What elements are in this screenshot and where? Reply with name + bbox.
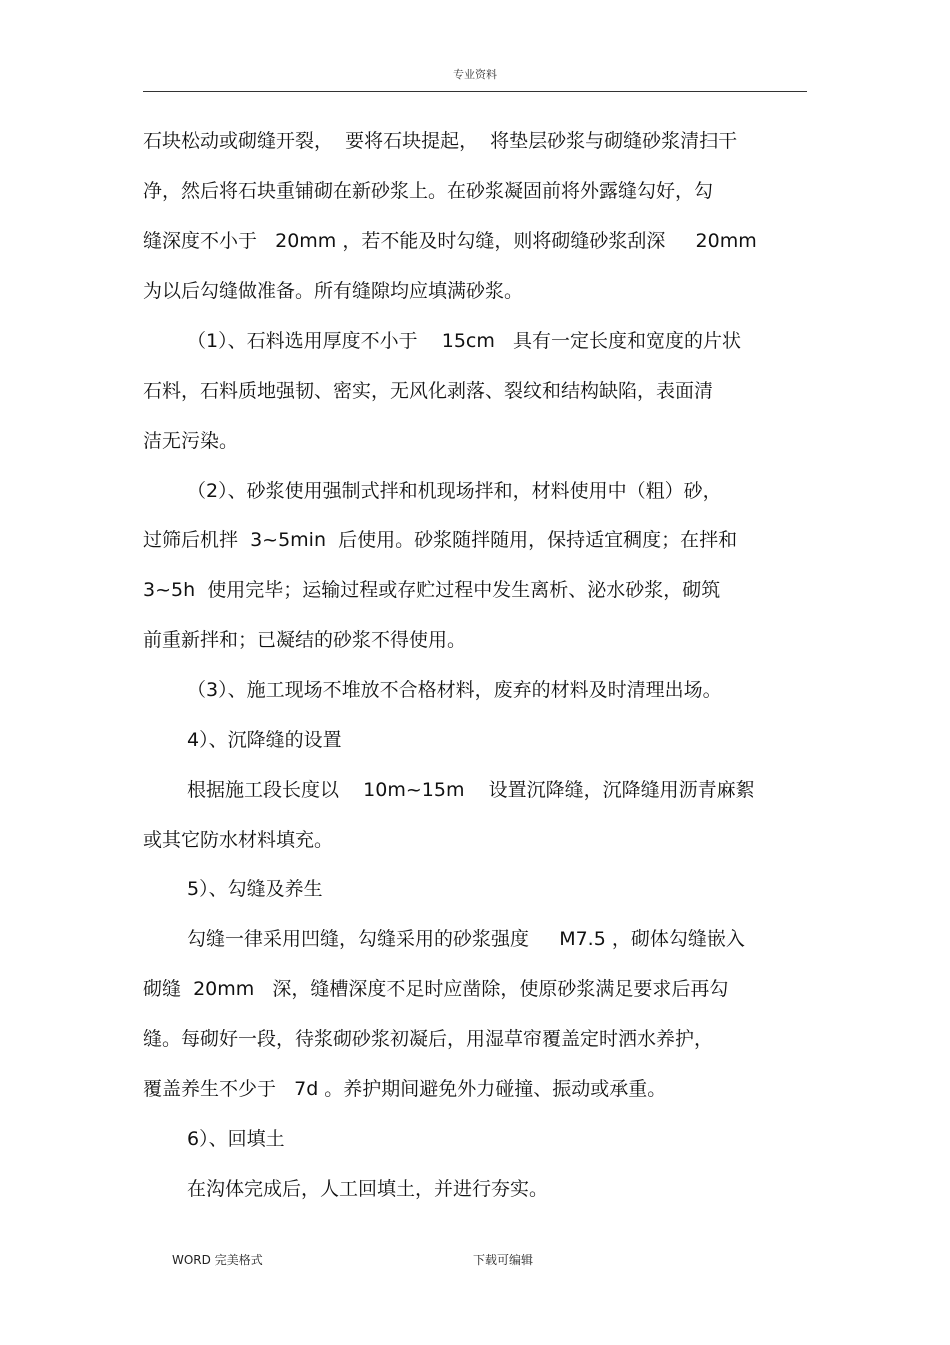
body-line: 前重新拌和；已凝结的砂浆不得使用。 [143,629,467,651]
header-title: 专业资料 [453,68,497,81]
body-line: （3）、施工现场不堆放不合格材料，废弃的材料及时清理出场。 [187,679,722,701]
header-divider [143,91,807,92]
body-line: 3~5h 使用完毕；运输过程或存贮过程中发生离析、泌水砂浆，砌筑 [143,579,721,601]
body-line: 根据施工段长度以 10m~15m 设置沉降缝，沉降缝用沥青麻絮 [187,779,755,801]
body-line: （1）、石料选用厚度不小于 15cm 具有一定长度和宽度的片状 [187,330,741,352]
body-line: 覆盖养生不少于 7d 。养护期间避免外力碰撞、振动或承重。 [143,1078,667,1100]
body-line: 勾缝一律采用凹缝，勾缝采用的砂浆强度 M7.5 ，砌体勾缝嵌入 [187,928,745,950]
body-line: 石料，石料质地强韧、密实，无风化剥落、裂纹和结构缺陷，表面清 [143,380,714,402]
section-heading: 5）、勾缝及养生 [187,878,323,900]
body-line: 为以后勾缝做准备。所有缝隙均应填满砂浆。 [143,280,524,302]
section-heading: 6）、回填土 [187,1128,285,1150]
body-line: 砌缝 20mm 深，缝槽深度不足时应凿除，使原砂浆满足要求后再勾 [143,978,729,1000]
section-heading: 4）、沉降缝的设置 [187,729,342,751]
body-line: 或其它防水材料填充。 [143,829,334,851]
body-line: 石块松动或砌缝开裂， 要将石块提起， 将垫层砂浆与砌缝砂浆清扫干 [143,130,738,152]
body-line: 洁无污染。 [143,430,239,452]
footer-left-text: WORD 完美格式 [172,1253,263,1267]
body-line: 过筛后机拌 3~5min 后使用。砂浆随拌随用，保持适宜稠度；在拌和 [143,529,738,551]
body-line: 缝。每砌好一段，待浆砌砂浆初凝后，用湿草帘覆盖定时洒水养护， [143,1028,714,1050]
body-line: 在沟体完成后，人工回填土，并进行夯实。 [187,1178,549,1200]
body-line: 净，然后将石块重铺砌在新砂浆上。在砂浆凝固前将外露缝勾好，勾 [143,180,714,202]
body-line: 缝深度不小于 20mm ，若不能及时勾缝，则将砌缝砂浆刮深 20mm [143,230,757,252]
body-line: （2）、砂浆使用强制式拌和机现场拌和，材料使用中（粗）砂， [187,480,722,502]
footer-right-text: 下载可编辑 [473,1253,534,1267]
